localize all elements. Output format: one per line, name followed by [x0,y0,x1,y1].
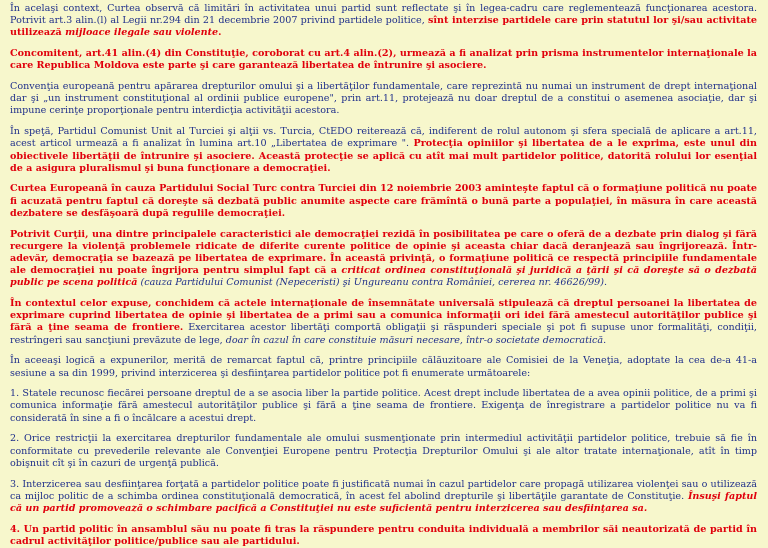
text-segment-emphasis: Protecţia opiniilor şi libertatea de a le exprima, este unul din obiectivele libertăţii de întrunire şi asociere. Această protecţie se aplică cu atît mai mult partidelor politice, datorită rolului lor esenţial de a asigura pluralismul şi buna funcţionare a democraţiei. [10,138,757,174]
text-segment: Exercitarea acestor libertăţi comportă obligaţii şi răspunderi speciale şi pot fi supuse unor formalităţi, condiţii, restrîngeri sau sancţiuni prevăzute de lege, [10,322,757,346]
text-segment-emphasis: Potrivit Curţii, una dintre principalele caracteristici ale democraţiei rezidă în posibilitatea pe care o oferă de a dezbate prin dialog şi fără recurgere la violenţă problemele ridicate de diferite curente politice de opinie şi aceasta chiar dacă deranjează sau îngrijorează. Într-adevăr, democraţia se bazează pe libertatea de exprimare. În această privinţă, o formaţiune politică ce respectă principiile fundamentale ale democraţiei nu poate îngrijora pentru simplul fapt că a [10,228,757,277]
text-segment: În speţă, Partidul Comunist Unit al Turciei şi alţii vs. Turcia, CtEDO reiterează că, indiferent de rolul autonom şi sfera specială de aplicare a art.11, acest articol urmează a fi analizat în lumina art.10 „Libertatea de exprimare ". [10,126,757,150]
text-segment-emphasis: 4. Un partid politic în ansamblul său nu poate fi tras la răspundere pentru conduita individuală a membrilor săi neautorizată de partid în cadrul activităţilor politice/publice sau ale partidului. [10,523,757,547]
text-segment: 1. Statele recunosc fiecărei persoane dreptul de a se asocia liber la partide politice. Acest drept include libertatea de a avea opinii politice, de a primi şi comunica informaţie fără amestecul autorităţilor publice şi fără a ţine seama de frontiere. Exigenţa de înregistrare a partidelor politice nu va fi considerată în sine a fi o încălcare a acestui drept. [10,388,757,424]
text-segment: Convenţia europeană pentru apărarea drepturilor omului şi a libertăţilor fundamentale, care reprezintă nu numai un instrument de drept internaţional dar şi „un instrument constituţional al ordinii publice europene", prin art.11, protejează nu doar dreptul de a constitui o asemenea asociaţie, dar şi impune cerinţe proporţionale pentru interdicţia activităţii acestora. [10,81,757,117]
text-segment: În aceeaşi logică a expunerilor, merită de remarcat faptul că, printre principiile călăuzitoare ale Comisiei de la Veneţia, adoptate la cea de-a 41-a sesiune a sa din 1999, privind interzicerea şi desfiinţarea partidelor politice pot fi enumerate următoarele: [10,355,757,379]
text-segment: 3. Interzicerea sau desfiinţarea forţată a partidelor politice poate fi justificată numai în cazul partidelor care propagă utilizarea violenţei sau o utilizează ca mijloc politic de a schimba ordinea constituţională democratică, în acest fel abolind drepturile şi libertăţile garantate de Constituţie. [10,478,757,502]
text-segment-emphasis: Curtea Europeană în cauza Partidului Social Turc contra Turciei din 12 noiembrie 2003 aminteşte faptul că o formaţiune politică nu poate fi acuzată pentru faptul că doreşte să dezbată public anumite aspecte care frămîntă o bună parte a populaţiei, în măsura în care această dezbatere se desfăşoară după regulile democraţiei. [10,183,757,219]
principle-3 [10,479,757,516]
paragraph-3 [10,81,757,118]
text-segment-emphasis: . [218,27,222,39]
paragraph-5 [10,183,757,220]
paragraph-1 [10,3,757,40]
paragraph-4 [10,126,757,175]
principle-1 [10,388,757,425]
principle-2 [10,433,757,470]
paragraph-2 [10,48,757,72]
text-segment-italic: doar în cazul în care constituie măsuri necesare, într-o societate democratică. [225,334,607,346]
text-segment-citation: (cauza Partidului Comunist (Nepeceristi) şi Ungureanu contra României, cererea nr. 46626/99). [137,277,608,289]
text-segment-emphasis: Concomitent, art.41 alin.(4) din Constituţie, coroborat cu art.4 alin.(2), urmează a fi analizat prin prisma instrumentelor internaţionale la care Republica Moldova este parte şi care garantează libertatea de întrunire şi asociere. [10,48,757,72]
text-segment: 2. Orice restricţii la exercitarea drepturilor fundamentale ale omului susmenţionate prin intermediul activităţii partidelor politice, trebuie să fie în conformitate cu prevederile relevante ale Convenţiei Europene pentru Protecţia Drepturilor Omului şi ale altor tratate internaţionale, atît în timp obişnuit cît şi în cazuri de urgenţă publică. [10,433,757,469]
paragraph-8 [10,355,757,379]
paragraph-6 [10,229,757,290]
text-segment: În acelaşi context, Curtea observă că limitări în activitatea unui partid sunt reflectate şi în legea-cadru care reglementează funcţionarea acestora. Potrivit art.3 alin.(l) al Legii nr.294 din 21 decembrie 2007 privind partidele politice, [10,3,757,27]
text-segment-emphasis-italic: criticat ordinea constituţională şi juridică a ţării şi că doreşte să o dezbată public pe scena politică [10,265,757,289]
text-segment-emphasis-italic: Însuşi faptul că un partid promovează o schimbare pacifică a Constituţiei nu este suficientă pentru interzicerea sau desfiinţarea sa. [10,490,757,514]
text-segment-emphasis: În contextul celor expuse, conchidem că actele internaţionale de însemnătate universală stipulează că dreptul persoanei la libertatea de exprimare cuprind libertatea de opinie şi libertatea de a primi sau a comunica informaţii ori idei fără amestecul autorităţilor publice şi fără a ţine seama de frontiere. [10,298,757,334]
text-segment-emphasis-italic: mijloace ilegale sau violente [65,27,219,39]
principle-4 [10,524,757,548]
text-segment-emphasis: sînt interzise partidele care prin statutul lor şi/sau activitate utilizează [10,15,757,39]
paragraph-7 [10,298,757,347]
